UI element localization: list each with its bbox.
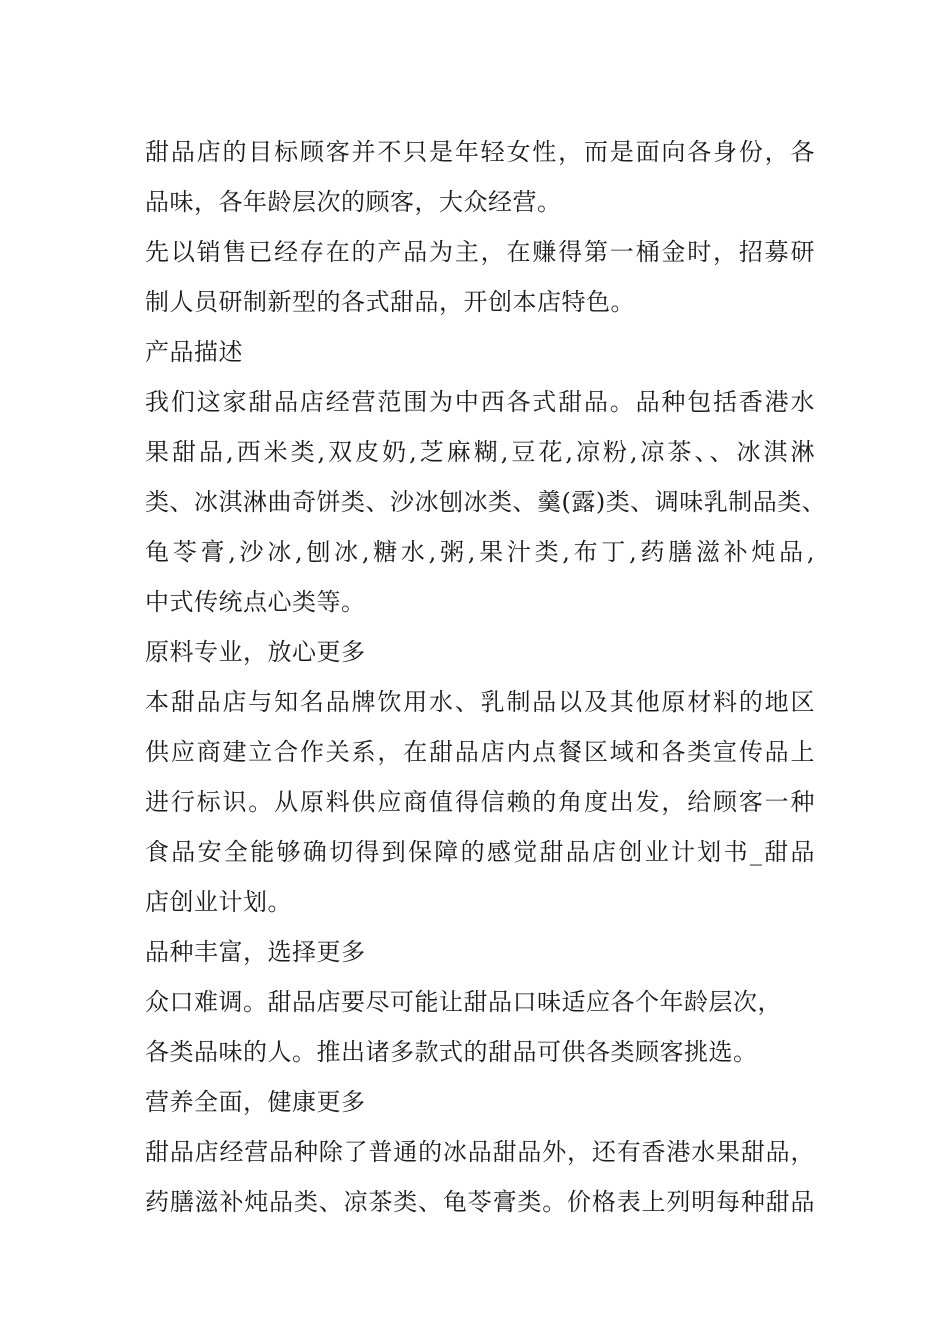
text-line: 药膳滋补炖品类、凉茶类、龟苓膏类。价格表上列明每种甜品 [145,1188,815,1216]
text-line: 众口难调。甜品店要尽可能让甜品口味适应各个年龄层次， [145,988,782,1016]
text-line: 品味，各年龄层次的顾客，大众经营。 [145,188,562,216]
text-line: 中式传统点心类等。 [145,588,366,616]
text-line: 各类品味的人。推出诸多款式的甜品可供各类顾客挑选。 [145,1038,758,1066]
text-line: 先以销售已经存在的产品为主，在赚得第一桶金时，招募研 [145,238,815,266]
text-line: 类、冰淇淋曲奇饼类、沙冰刨冰类、羹(露)类、调味乳制品类、 [145,488,827,516]
text-line: 食品安全能够确切得到保障的感觉甜品店创业计划书_甜品 [145,838,815,866]
text-line: 果甜品,西米类,双皮奶,芝麻糊,豆花,凉粉,凉茶、、冰淇淋 [145,438,815,466]
section-heading: 品种丰富，选择更多 [145,938,366,966]
text-line: 供应商建立合作关系，在甜品店内点餐区域和各类宣传品上 [145,738,815,766]
text-line: 甜品店经营品种除了普通的冰品甜品外，还有香港水果甜品， [145,1138,815,1166]
section-heading: 原料专业，放心更多 [145,638,366,666]
text-line: 制人员研制新型的各式甜品，开创本店特色。 [145,288,635,316]
section-heading: 营养全面，健康更多 [145,1088,366,1116]
text-line: 进行标识。从原料供应商值得信赖的角度出发，给顾客一种 [145,788,815,816]
section-heading: 产品描述 [145,338,243,366]
text-line: 店创业计划。 [145,888,292,916]
text-line: 我们这家甜品店经营范围为中西各式甜品。品种包括香港水 [145,388,815,416]
text-line: 甜品店的目标顾客并不只是年轻女性，而是面向各身份，各 [145,138,815,166]
text-line: 本甜品店与知名品牌饮用水、乳制品以及其他原材料的地区 [145,688,815,716]
document-page [145,127,827,1227]
text-line: 龟苓膏,沙冰,刨冰,糖水,粥,果汁类,布丁,药膳滋补炖品, [145,538,815,566]
